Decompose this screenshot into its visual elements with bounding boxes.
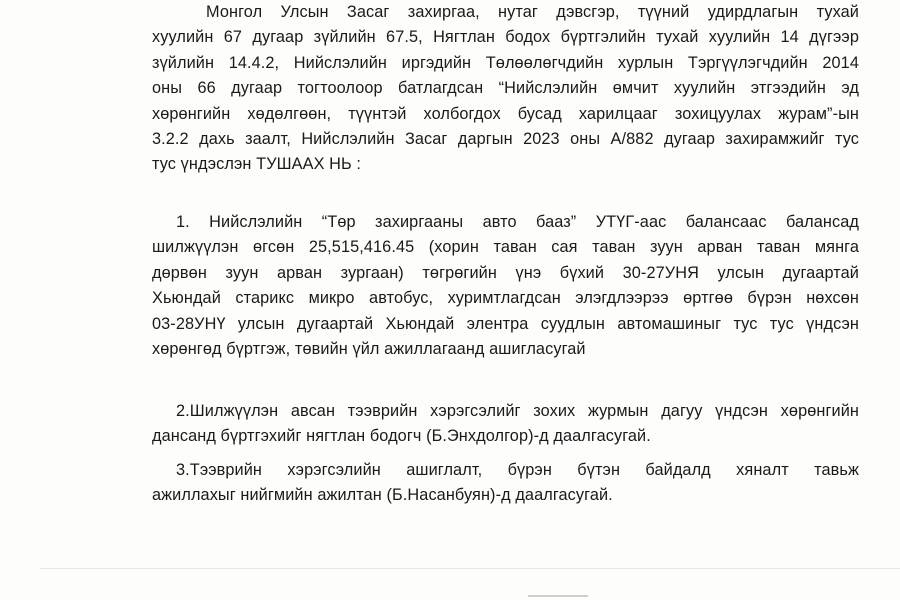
text-line: хөрөнгөд бүртгэж, төвийн үйл ажиллагаанд ашигласугай [152,340,586,359]
text-line: ажиллахыг нийгмийн ажилтан (Б.Насанбуян)-д даалгасугай. [152,486,613,505]
text-line: зүйлийн 14.4.2, Нийслэлийн иргэдийн Төлөөлөгчдийн хурлын Тэргүүлэгчдийн 2014 [152,53,859,72]
text-line: хуулийн 67 дугаар зүйлийн 67.5, Нягтлан бодох бүртгэлийн тухай хуулийн 14 дүгээр [152,28,859,47]
text-line: хөрөнгийн хөдөлгөөн, түүнтэй холбогдох бусад харилцааг зохицуулах журам”-ын [152,104,859,123]
text-line: 3.Тээврийн хэрэгсэлийн ашиглалт, бүрэн бүтэн байдалд хяналт тавьж [176,461,859,479]
text-line: Монгол Улсын Засаг захиргаа, нутаг дэвсгэр, түүний удирдлагын тухай [206,3,859,21]
text-line: 03-28УНҮ улсын дугаартай Хьюндай элентра суудлын автомашиныг тус тус үндсэн [152,314,859,333]
scan-mark [528,595,588,597]
preamble-paragraph [152,0,859,178]
order-item-1 [152,210,859,362]
order-item-3 [152,458,859,509]
text-line: оны 66 дугаар тогтоолоор батлагдсан “Нийслэлийн өмчит хуулийн этгээдийн эд [152,79,859,98]
text-line: 2.Шилжүүлэн авсан тээврийн хэрэгсэлийг зохих журмын дагуу үндсэн хөрөнгийн [176,402,859,420]
text-line: дансанд бүртгэхийг нягтлан бодогч (Б.Энхдолгор)-д даалгасугай. [152,427,651,446]
text-line: 3.2.2 дахь заалт, Нийслэлийн Засаг даргын 2023 оны А/882 дугаар захирамжийг тус [152,130,859,149]
text-line: 1. Нийслэлийн “Төр захиргааны авто бааз” УТҮГ-аас балансаас балансад [176,213,859,231]
text-line: Хьюндай старикс микро автобус, хуримтлагдсан элэгдлээрээ өртгөө бүрэн нөхсөн [152,289,859,308]
text-line: шилжүүлэн өгсөн 25,515,416.45 (хорин таван сая таван зуун арван таван мянга [152,238,859,257]
order-item-2 [152,399,859,450]
text-line: дөрвөн зуун арван зургаан) төгрөгийн үнэ бүхий 30-27УНЯ улсын дугаартай [152,263,859,282]
page-fold-line [40,568,900,569]
text-line: тус үндэслэн ТУШААХ НЬ : [152,155,362,174]
